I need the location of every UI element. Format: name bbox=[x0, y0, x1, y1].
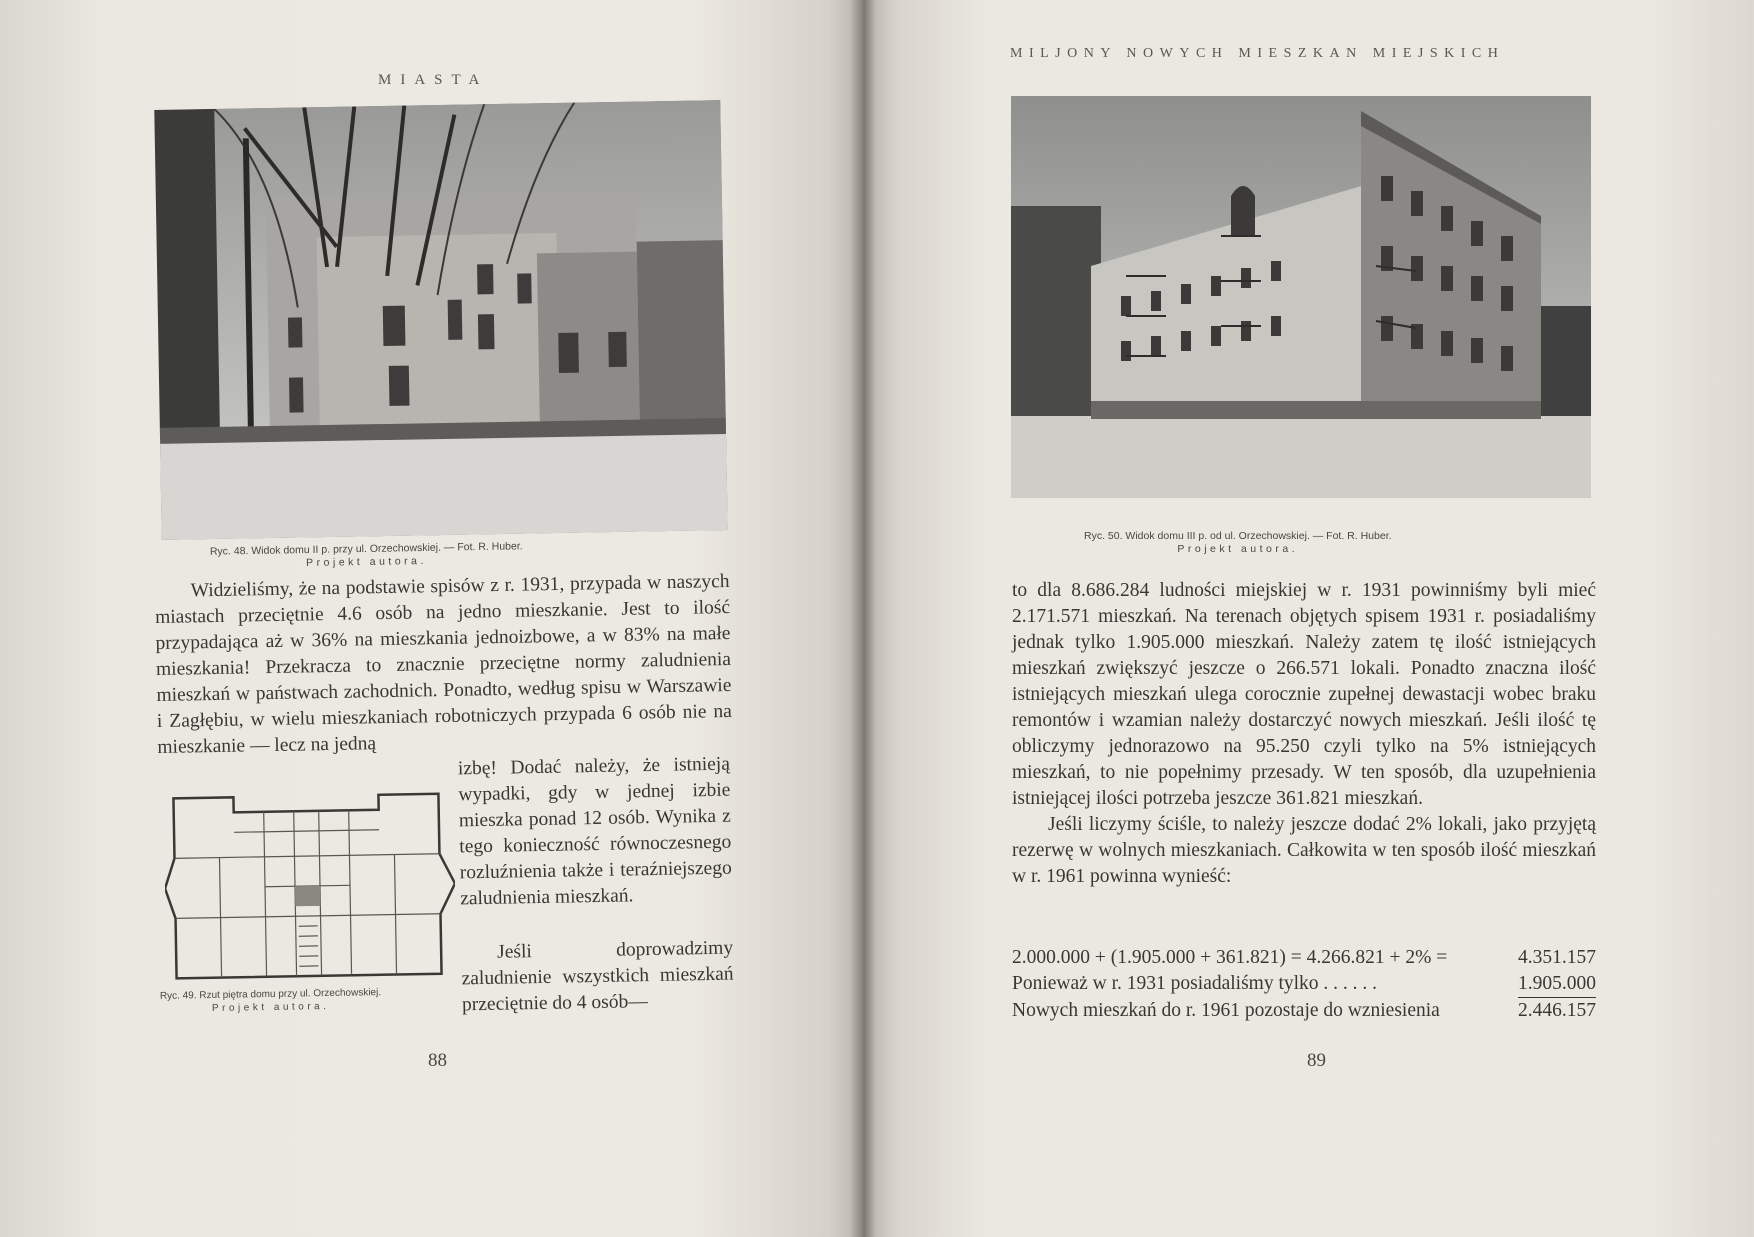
figure-48-photo bbox=[154, 100, 727, 540]
figure-49-author: Projekt autora. bbox=[211, 1000, 330, 1015]
equation-line-1-left: 2.000.000 + (1.905.000 + 361.821) = 4.266.821 + 2% = bbox=[1012, 947, 1448, 968]
left-text-block bbox=[154, 569, 732, 761]
figure-48-caption-text: Ryc. 48. Widok domu II p. przy ul. Orzechowskiej. — Fot. R. Huber. bbox=[209, 540, 523, 558]
figure-50-photo bbox=[1011, 96, 1591, 498]
right-page bbox=[862, 0, 1754, 1237]
running-head-left: MIASTA bbox=[378, 72, 489, 88]
right-text-block bbox=[1012, 578, 1596, 890]
running-head-right: MILJONY NOWYCH MIESZKAN MIEJSKICH bbox=[1010, 46, 1505, 61]
equation-line-2-left: Ponieważ w r. 1931 posiadaliśmy tylko . . . . . . bbox=[1012, 973, 1378, 994]
equation-line-2 bbox=[1012, 971, 1596, 998]
equation-block bbox=[1012, 945, 1596, 1024]
page-number-left: 88 bbox=[428, 1050, 447, 1071]
figure-50-author: Projekt autora. bbox=[1177, 543, 1299, 555]
figure-50-caption bbox=[1084, 530, 1392, 556]
house-photo-image bbox=[154, 100, 727, 540]
floor-plan-drawing bbox=[163, 783, 456, 988]
figure-48-author: Projekt autora. bbox=[305, 554, 427, 570]
equation-line-2-right: 1.905.000 bbox=[1518, 971, 1596, 998]
equation-line-1 bbox=[1012, 945, 1596, 971]
right-paragraph-1: to dla 8.686.284 ludności miejskiej w r. 1931 powinniśmy byli mieć 2.171.571 mieszkań. Na terenach objętych spisem 1931 r. posiadaliśmy jednak tylko 1.905.000 mieszkań. Należy zatem tę ilość istniejących mieszkań zwiększyć jeszcze o 266.571 lokali. Ponadto znaczna ilość istniejących mieszkań ulega corocznie zupełnej dewastacji wobec braku remontów i wzamian należy dostarczyć nowych mieszkań. Jeśli ilość tę obliczymy jednorazowo na 95.250 czyli tylko na 5% istniejących mieszkań, to nie popełnimy przesady. W ten sposób, dla uzupełnienia istniejącej ilości potrzeba jeszcze 361.821 mieszkań. bbox=[1012, 580, 1596, 809]
left-paragraph-1-continued: izbę! Dodać należy, że istnieją wypadki, gdy w jednej izbie mieszka ponad 12 osób. Wynika z tego konieczność równoczesnego rozluźnienia także i teraźniejszego zaludnienia mieszkań. bbox=[457, 753, 732, 910]
equation-line-3-right: 2.446.157 bbox=[1518, 1000, 1596, 1021]
figure-48-caption bbox=[210, 540, 523, 571]
page-number-right: 89 bbox=[1307, 1050, 1326, 1071]
left-paragraph-1: Widzieliśmy, że na podstawie spisów z r. 1931, przypada w naszych miastach przeciętnie 4.6 osób na jedno mieszkanie. Jest to ilość przypadająca aż w 36% na mieszkania jednoizbowe, a w 83% na małe mieszkania! Przekracza to znacznie przeciętne normy zaludnienia mieszkań w państwach zachodnich. Ponadto, według spisu w Warszawie i Zagłębiu, w wielu mieszkaniach robotniczych przypada 6 osób nie na mieszkanie — lecz na jedną bbox=[154, 570, 733, 759]
right-paragraph-2: Jeśli liczymy ściśle, to należy jeszcze dodać 2% lokali, jako przyjętą rezerwę w wolnych mieszkaniach. Całkowita w ten sposób ilość mieszkań w r. 1961 powinna wynieść: bbox=[1012, 814, 1596, 887]
left-paragraph-2: Jeśli doprowadzimy zaludnienie wszystkich mieszkań przeciętnie do 4 osób— bbox=[461, 937, 734, 1016]
equation-line-3-left: Nowych mieszkań do r. 1961 pozostaje do wzniesienia bbox=[1012, 1000, 1440, 1021]
equation-line-3 bbox=[1012, 998, 1596, 1024]
equation-line-1-right: 4.351.157 bbox=[1518, 947, 1596, 968]
figure-49-caption-text: Ryc. 49. Rzut piętra domu przy ul. Orzechowskiej. bbox=[159, 987, 382, 1002]
apartment-block-photo-image bbox=[1011, 96, 1591, 498]
book-gutter bbox=[850, 0, 876, 1237]
figure-49-floor-plan bbox=[163, 783, 456, 988]
left-page bbox=[0, 0, 862, 1237]
left-text-column bbox=[458, 752, 735, 1019]
figure-49-caption bbox=[160, 986, 382, 1016]
figure-50-caption-text: Ryc. 50. Widok domu III p. od ul. Orzechowskiej. — Fot. R. Huber. bbox=[1084, 530, 1392, 542]
